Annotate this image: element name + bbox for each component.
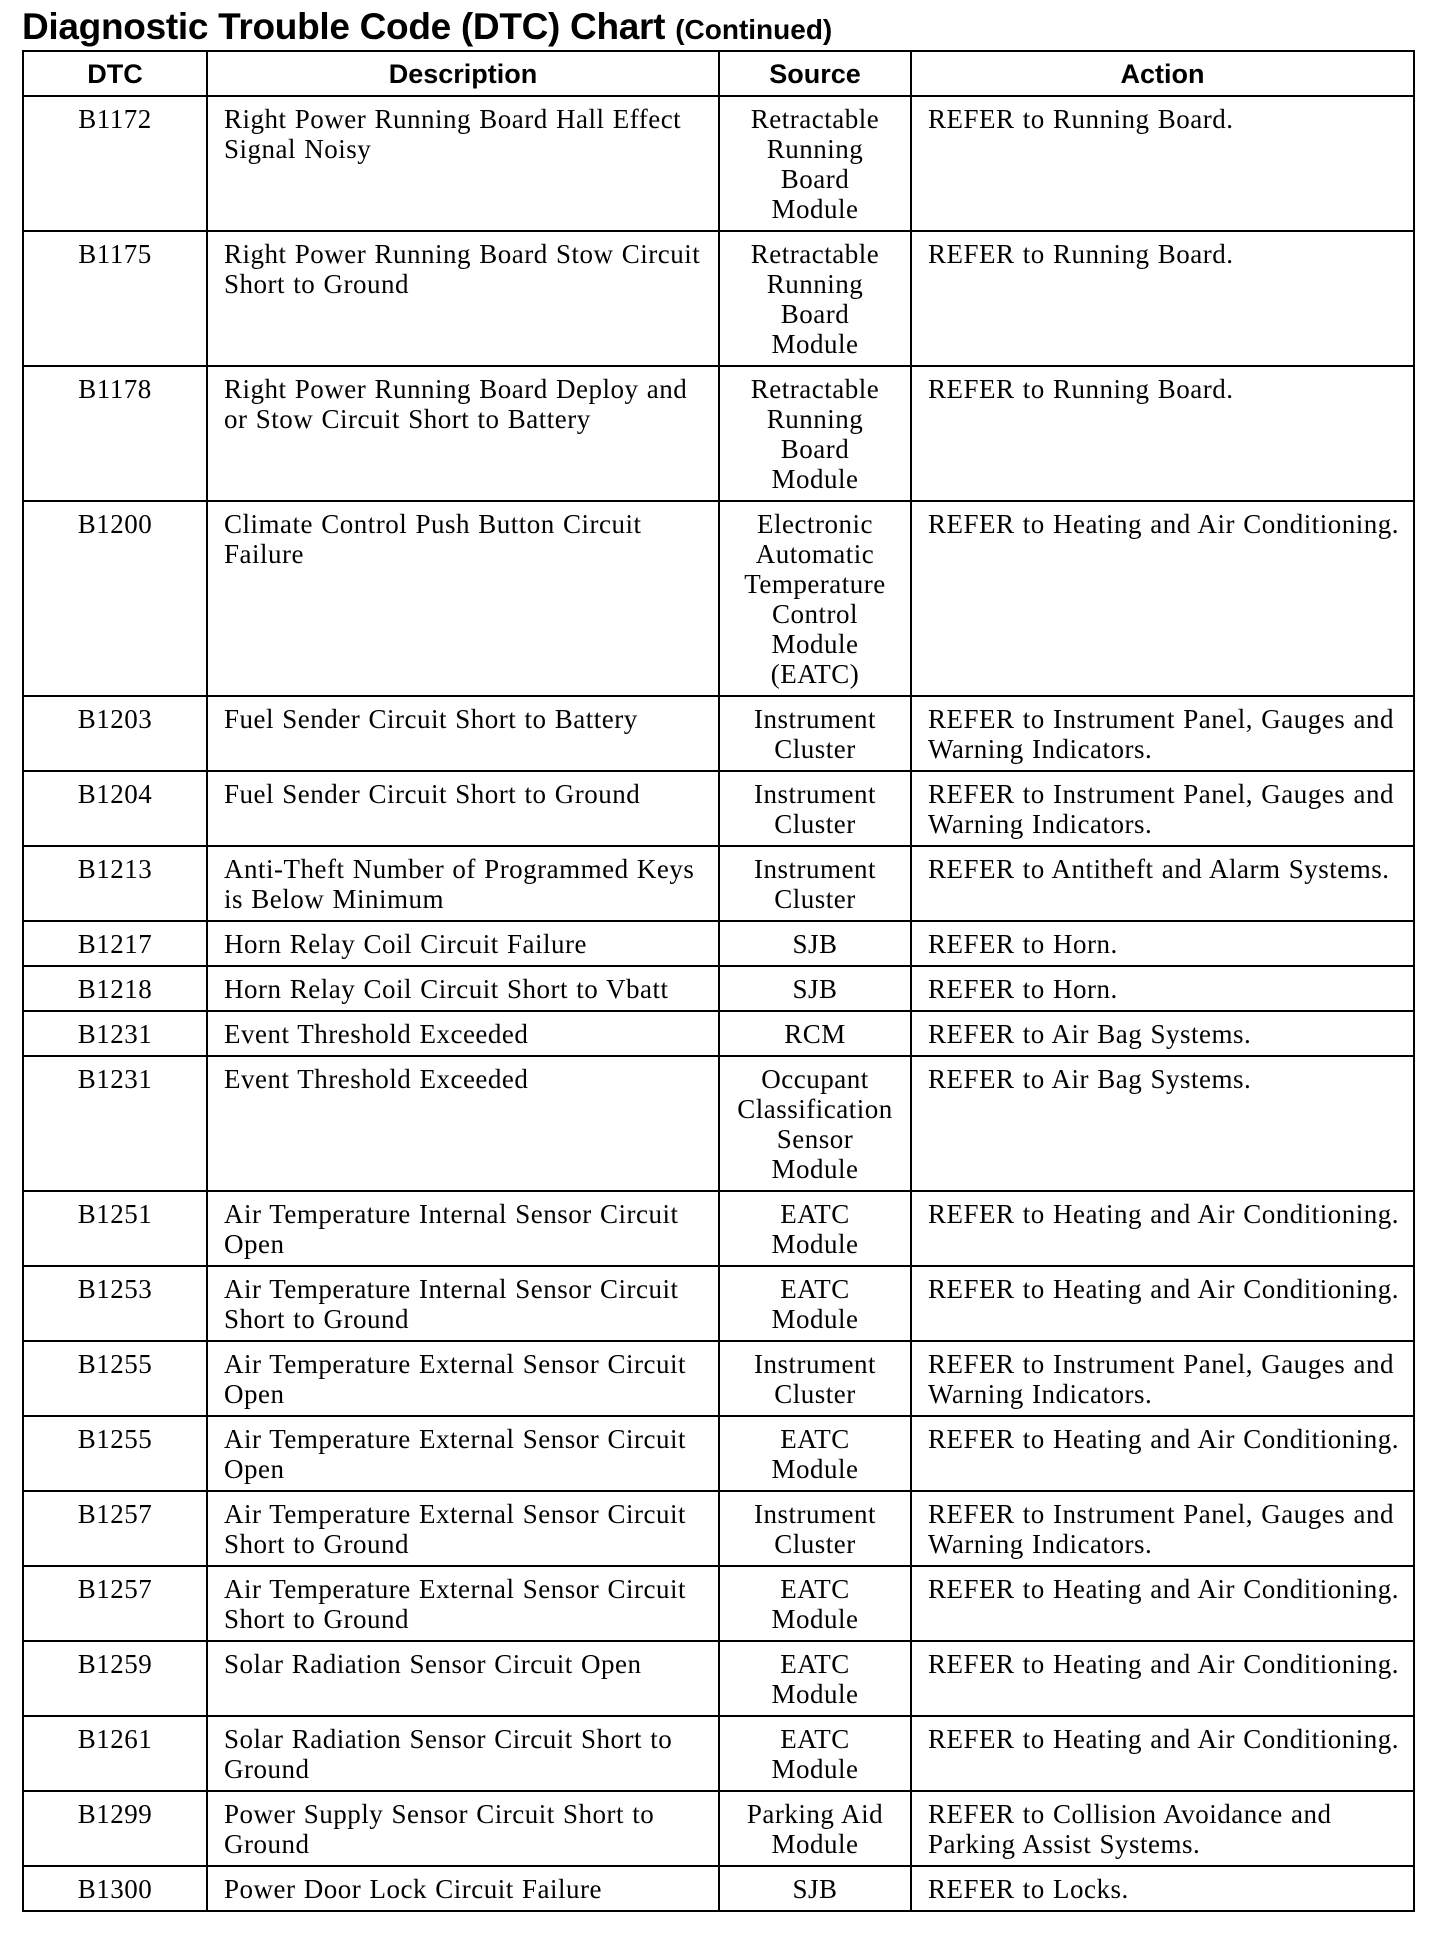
action-cell: REFER to Running Board. <box>911 231 1414 366</box>
description-cell: Event Threshold Exceeded <box>207 1056 719 1191</box>
source-cell: Retractable Running Board Module <box>719 231 911 366</box>
description-cell: Right Power Running Board Deploy and or Stow Circuit Short to Battery <box>207 366 719 501</box>
column-header-action: Action <box>911 51 1414 96</box>
description-cell: Horn Relay Coil Circuit Failure <box>207 921 719 966</box>
chart-title-continued: (Continued) <box>675 14 833 45</box>
action-cell: REFER to Locks. <box>911 1866 1414 1911</box>
action-cell: REFER to Instrument Panel, Gauges and Warning Indicators. <box>911 771 1414 846</box>
source-cell: RCM <box>719 1011 911 1056</box>
table-row <box>23 501 1414 696</box>
table-row <box>23 231 1414 366</box>
source-cell: SJB <box>719 921 911 966</box>
table-row <box>23 1566 1414 1641</box>
action-cell: REFER to Air Bag Systems. <box>911 1056 1414 1191</box>
dtc-cell: B1255 <box>23 1341 207 1416</box>
source-cell: Instrument Cluster <box>719 1491 911 1566</box>
description-cell: Right Power Running Board Stow Circuit Short to Ground <box>207 231 719 366</box>
dtc-cell: B1257 <box>23 1491 207 1566</box>
description-cell: Solar Radiation Sensor Circuit Short to Ground <box>207 1716 719 1791</box>
source-cell: Instrument Cluster <box>719 696 911 771</box>
description-cell: Air Temperature External Sensor Circuit Open <box>207 1341 719 1416</box>
description-cell: Air Temperature External Sensor Circuit Short to Ground <box>207 1566 719 1641</box>
source-cell: Occupant Classification Sensor Module <box>719 1056 911 1191</box>
description-cell: Fuel Sender Circuit Short to Ground <box>207 771 719 846</box>
description-cell: Anti-Theft Number of Programmed Keys is Below Minimum <box>207 846 719 921</box>
dtc-cell: B1259 <box>23 1641 207 1716</box>
table-row <box>23 366 1414 501</box>
table-row <box>23 921 1414 966</box>
table-row <box>23 1866 1414 1911</box>
action-cell: REFER to Heating and Air Conditioning. <box>911 1566 1414 1641</box>
table-row <box>23 1491 1414 1566</box>
table-row <box>23 1416 1414 1491</box>
table-row <box>23 96 1414 231</box>
table-row <box>23 1641 1414 1716</box>
action-cell: REFER to Instrument Panel, Gauges and Warning Indicators. <box>911 696 1414 771</box>
page-title <box>22 6 832 48</box>
source-cell: EATC Module <box>719 1191 911 1266</box>
source-cell: EATC Module <box>719 1266 911 1341</box>
action-cell: REFER to Heating and Air Conditioning. <box>911 1716 1414 1791</box>
source-cell: Instrument Cluster <box>719 771 911 846</box>
dtc-cell: B1217 <box>23 921 207 966</box>
dtc-cell: B1200 <box>23 501 207 696</box>
description-cell: Air Temperature External Sensor Circuit Open <box>207 1416 719 1491</box>
dtc-cell: B1299 <box>23 1791 207 1866</box>
action-cell: REFER to Running Board. <box>911 96 1414 231</box>
dtc-cell: B1204 <box>23 771 207 846</box>
table-body <box>23 96 1414 1911</box>
action-cell: REFER to Heating and Air Conditioning. <box>911 1266 1414 1341</box>
chart-title: Diagnostic Trouble Code (DTC) Chart <box>22 6 666 47</box>
dtc-chart-table <box>22 50 1415 1912</box>
action-cell: REFER to Collision Avoidance and Parking Assist Systems. <box>911 1791 1414 1866</box>
source-cell: Parking Aid Module <box>719 1791 911 1866</box>
description-cell: Air Temperature Internal Sensor Circuit Open <box>207 1191 719 1266</box>
table-row <box>23 1341 1414 1416</box>
table-row <box>23 1056 1414 1191</box>
dtc-cell: B1261 <box>23 1716 207 1791</box>
dtc-cell: B1251 <box>23 1191 207 1266</box>
description-cell: Fuel Sender Circuit Short to Battery <box>207 696 719 771</box>
table-row <box>23 846 1414 921</box>
action-cell: REFER to Horn. <box>911 966 1414 1011</box>
action-cell: REFER to Heating and Air Conditioning. <box>911 501 1414 696</box>
column-header-description: Description <box>207 51 719 96</box>
dtc-cell: B1218 <box>23 966 207 1011</box>
description-cell: Solar Radiation Sensor Circuit Open <box>207 1641 719 1716</box>
description-cell: Horn Relay Coil Circuit Short to Vbatt <box>207 966 719 1011</box>
source-cell: EATC Module <box>719 1716 911 1791</box>
action-cell: REFER to Running Board. <box>911 366 1414 501</box>
description-cell: Event Threshold Exceeded <box>207 1011 719 1056</box>
source-cell: Electronic Automatic Temperature Control Module (EATC) <box>719 501 911 696</box>
action-cell: REFER to Heating and Air Conditioning. <box>911 1416 1414 1491</box>
source-cell: SJB <box>719 1866 911 1911</box>
table-row <box>23 966 1414 1011</box>
table-row <box>23 771 1414 846</box>
table-row <box>23 1716 1414 1791</box>
source-cell: Retractable Running Board Module <box>719 96 911 231</box>
action-cell: REFER to Heating and Air Conditioning. <box>911 1641 1414 1716</box>
dtc-cell: B1203 <box>23 696 207 771</box>
dtc-cell: B1257 <box>23 1566 207 1641</box>
dtc-cell: B1213 <box>23 846 207 921</box>
action-cell: REFER to Horn. <box>911 921 1414 966</box>
table-row <box>23 1266 1414 1341</box>
table-row <box>23 1191 1414 1266</box>
action-cell: REFER to Instrument Panel, Gauges and Warning Indicators. <box>911 1491 1414 1566</box>
column-header-source: Source <box>719 51 911 96</box>
description-cell: Air Temperature External Sensor Circuit Short to Ground <box>207 1491 719 1566</box>
dtc-cell: B1253 <box>23 1266 207 1341</box>
source-cell: SJB <box>719 966 911 1011</box>
dtc-cell: B1255 <box>23 1416 207 1491</box>
dtc-cell: B1175 <box>23 231 207 366</box>
table-row <box>23 1011 1414 1056</box>
description-cell: Power Supply Sensor Circuit Short to Ground <box>207 1791 719 1866</box>
action-cell: REFER to Instrument Panel, Gauges and Warning Indicators. <box>911 1341 1414 1416</box>
source-cell: Instrument Cluster <box>719 846 911 921</box>
dtc-cell: B1231 <box>23 1011 207 1056</box>
dtc-cell: B1231 <box>23 1056 207 1191</box>
description-cell: Right Power Running Board Hall Effect Signal Noisy <box>207 96 719 231</box>
source-cell: EATC Module <box>719 1566 911 1641</box>
description-cell: Power Door Lock Circuit Failure <box>207 1866 719 1911</box>
action-cell: REFER to Antitheft and Alarm Systems. <box>911 846 1414 921</box>
dtc-cell: B1172 <box>23 96 207 231</box>
dtc-cell: B1300 <box>23 1866 207 1911</box>
source-cell: Retractable Running Board Module <box>719 366 911 501</box>
table-row <box>23 1791 1414 1866</box>
table-header-row <box>23 51 1414 96</box>
source-cell: EATC Module <box>719 1416 911 1491</box>
column-header-dtc: DTC <box>23 51 207 96</box>
table-row <box>23 696 1414 771</box>
dtc-cell: B1178 <box>23 366 207 501</box>
source-cell: EATC Module <box>719 1641 911 1716</box>
action-cell: REFER to Heating and Air Conditioning. <box>911 1191 1414 1266</box>
source-cell: Instrument Cluster <box>719 1341 911 1416</box>
description-cell: Air Temperature Internal Sensor Circuit Short to Ground <box>207 1266 719 1341</box>
description-cell: Climate Control Push Button Circuit Failure <box>207 501 719 696</box>
action-cell: REFER to Air Bag Systems. <box>911 1011 1414 1056</box>
